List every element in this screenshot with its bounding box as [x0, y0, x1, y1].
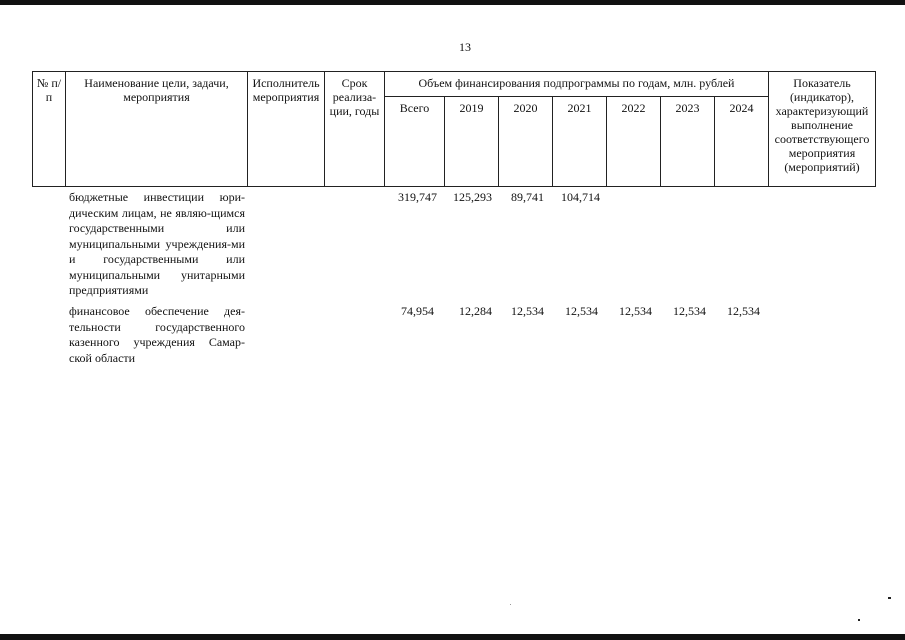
header-executor: Исполнитель мероприятия — [248, 72, 325, 187]
header-indicator: Показатель (индикатор), характеризующий выполнение соответствующего мероприятия (мероприятий) — [769, 72, 876, 187]
scan-bottom-edge — [0, 634, 905, 640]
row-2-value-2020: 12,534 — [511, 304, 544, 318]
header-year-2024: 2024 — [715, 97, 769, 187]
page-number: 13 — [459, 40, 471, 54]
row-1-value-2021: 104,714 — [561, 190, 600, 204]
scan-top-edge — [0, 0, 905, 5]
row-1-value-2020: 89,741 — [511, 190, 544, 204]
row-2-value-2019: 12,284 — [459, 304, 492, 318]
financing-table-header — [32, 71, 876, 187]
header-name: Наименование цели, задачи, мероприятия — [66, 72, 248, 187]
header-total: Всего — [385, 97, 445, 187]
header-year-2022: 2022 — [607, 97, 661, 187]
header-year-2020: 2020 — [499, 97, 553, 187]
header-year-2019: 2019 — [445, 97, 499, 187]
row-1-total: 319,747 — [398, 190, 437, 204]
row-2-name: финансовое обеспечение дея-тельности государственного казенного учреждения Самар-ской области — [69, 304, 245, 365]
header-num: № п/п — [33, 72, 66, 187]
scan-speck — [858, 619, 860, 621]
header-year-2023: 2023 — [661, 97, 715, 187]
row-2-value-2022: 12,534 — [619, 304, 652, 318]
header-year-2021: 2021 — [553, 97, 607, 187]
row-2-value-2024: 12,534 — [727, 304, 760, 318]
row-2-total: 74,954 — [401, 304, 434, 318]
scan-speck — [888, 597, 891, 599]
row-1-value-2019: 125,293 — [453, 190, 492, 204]
header-funding: Объем финансирования подпрограммы по годам, млн. рублей — [385, 72, 769, 97]
row-2-value-2023: 12,534 — [673, 304, 706, 318]
row-2-value-2021: 12,534 — [565, 304, 598, 318]
scan-speck — [510, 604, 511, 605]
header-term: Срок реализа-ции, годы — [325, 72, 385, 187]
row-1-name: бюджетные инвестиции юри-дическим лицам, не являю-щимся государственными или муниципальными учреждения-ми и государственными или муниципальными унитарными предприятиями — [69, 190, 245, 297]
